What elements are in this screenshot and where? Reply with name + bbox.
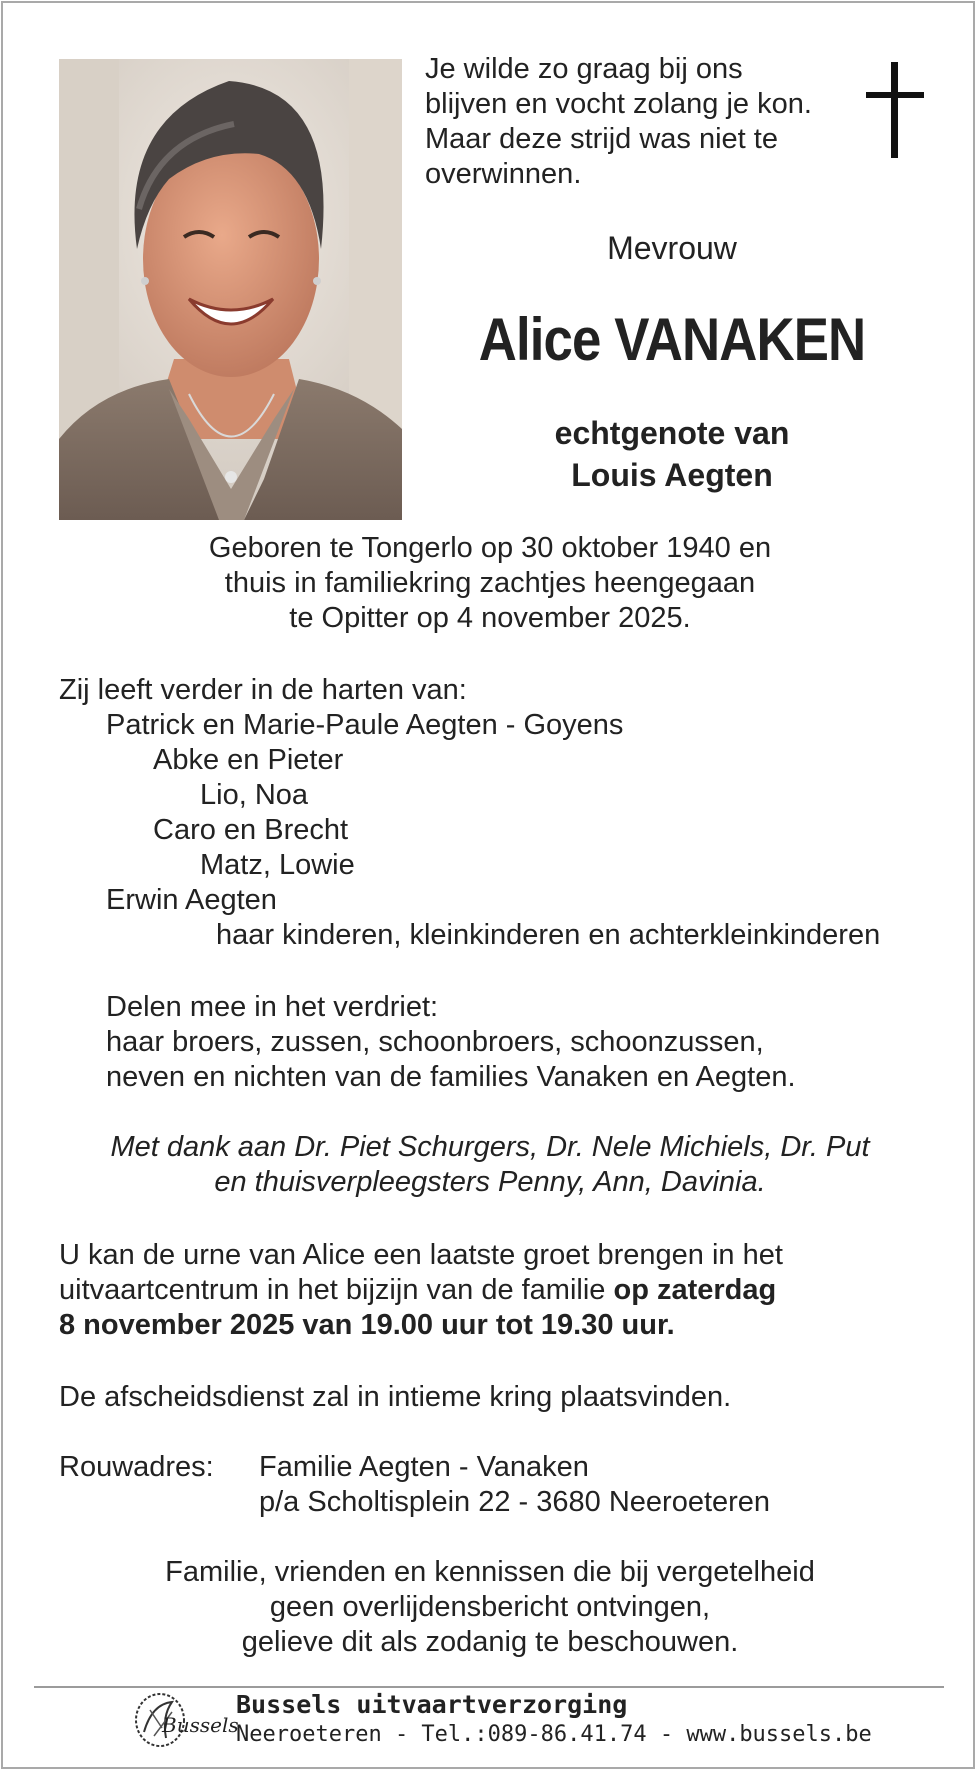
deceased-name: Alice VANAKEN [478,306,866,373]
quote-block [425,52,845,192]
service-line: De afscheidsdienst zal in intieme kring plaatsvinden. [59,1381,732,1413]
family-member: Lio, Noa [200,779,309,811]
bussels-logo [132,1690,239,1754]
logo-text: Bussels [162,1713,239,1737]
spouse-relation: echtgenote van [554,415,790,451]
honorific: Mevrouw [607,230,737,266]
portrait-photo [59,59,402,520]
quote-line: blijven en vocht zolang je kon. [425,88,812,120]
address-line: p/a Scholtisplein 22 - 3680 Neeroeteren [259,1486,771,1518]
spouse-name: Louis Aegten [571,457,773,493]
birth-death-line: te Opitter op 4 november 2025. [289,602,691,634]
birth-death-line: Geboren te Tongerlo op 30 oktober 1940 en [208,532,772,564]
quote-line: Je wilde zo graag bij ons [425,53,743,85]
spouse-block [420,412,924,496]
family-summary: haar kinderen, kleinkinderen en achterkleinkinderen [216,919,881,951]
family-intro: Zij leeft verder in de harten van: [59,674,467,706]
grief-intro: Delen mee in het verdriet: [106,991,439,1023]
family-member: Caro en Brecht [153,814,349,846]
notice-line: gelieve dit als zodanig te beschouwen. [241,1626,739,1658]
cross-icon [866,62,924,158]
visitation-line [59,1273,776,1308]
address-label: Rouwadres: [59,1451,214,1483]
family-member: Abke en Pieter [153,744,344,776]
company-name: Bussels uitvaartverzorging [236,1690,628,1719]
thanks-line: en thuisverpleegsters Penny, Ann, Davinia. [214,1166,766,1198]
thanks-block [40,1130,940,1200]
quote-line: overwinnen. [425,158,582,190]
birth-death-block [40,531,940,636]
notice-line: Familie, vrienden en kennissen die bij vergetelheid [165,1556,815,1588]
notice-block [40,1555,940,1660]
visitation-line: U kan de urne van Alice een laatste groet brengen in het [59,1239,783,1271]
address-line: Familie Aegten - Vanaken [259,1451,589,1483]
grief-line: haar broers, zussen, schoonbroers, schoonzussen, [106,1026,764,1058]
grief-line: neven en nichten van de families Vanaken en Aegten. [106,1061,796,1093]
visitation-text: uitvaartcentrum in het bijzijn van de familie [59,1274,614,1306]
visitation-date: op zaterdag [613,1274,777,1306]
visitation-time: 8 november 2025 van 19.00 uur tot 19.30 uur. [59,1309,675,1341]
thanks-line: Met dank aan Dr. Piet Schurgers, Dr. Nele Michiels, Dr. Put [110,1131,870,1163]
family-member: Erwin Aegten [106,884,277,916]
family-member: Patrick en Marie-Paule Aegten - Goyens [106,709,624,741]
notice-line: geen overlijdensbericht ontvingen, [269,1591,711,1623]
footer-divider [34,1686,944,1688]
company-contact[interactable]: Neeroeteren - Tel.:089-86.41.74 - www.bussels.be [236,1722,872,1747]
family-member: Matz, Lowie [200,849,355,881]
quote-line: Maar deze strijd was niet te [425,123,778,155]
birth-death-line: thuis in familiekring zachtjes heengegaan [224,567,756,599]
